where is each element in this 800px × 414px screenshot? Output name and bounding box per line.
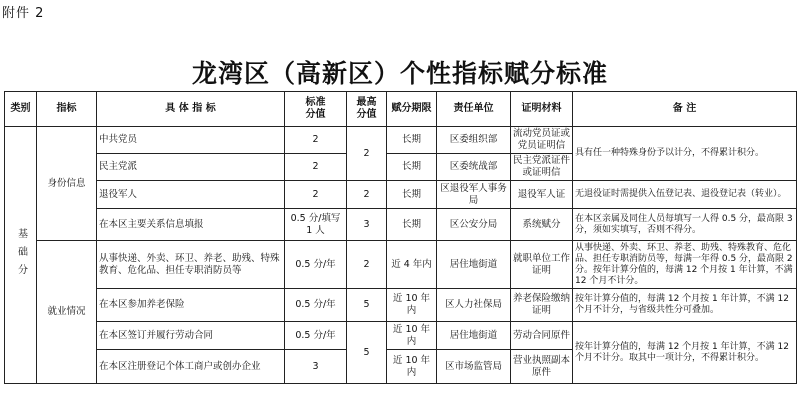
period-cell: 长期 [387, 127, 437, 154]
item-cell: 从事快递、外卖、环卫、养老、助残、特殊教育、危化品、担任专职消防员等 [97, 241, 285, 289]
table-row [5, 289, 797, 322]
col-unit: 责任单位 [437, 92, 511, 127]
item-cell: 在本区参加养老保险 [97, 289, 285, 322]
unit-cell: 区市场监管局 [437, 350, 511, 384]
col-note: 备 注 [573, 92, 797, 127]
proof-cell: 流动党员证或党员证明信 [511, 127, 573, 154]
period-cell: 近 10 年内 [387, 322, 437, 350]
std-cell: 2 [285, 154, 347, 181]
group-employment: 就业情况 [37, 241, 97, 384]
note-cell: 按年计算分值的，每满 12 个月按 1 年计算，不满 12 个月不计分，与省级共性分可叠加。 [573, 289, 797, 322]
proof-cell: 养老保险缴纳证明 [511, 289, 573, 322]
period-cell: 长期 [387, 209, 437, 241]
col-item: 具 体 指 标 [97, 92, 285, 127]
note-cell: 按年计算分值的，每满 12 个月按 1 年计算，不满 12 个月不计分。取其中一项计分，不得累计积分。 [573, 322, 797, 384]
period-cell: 近 10 年内 [387, 350, 437, 384]
proof-cell: 系统赋分 [511, 209, 573, 241]
note-cell: 从事快递、外卖、环卫、养老、助残、特殊教育、危化品、担任专职消防员等，每满一年得 0.5 分，最高限 2 分。按年计算分值的，每满 12 个月按 1 年计算，不满 12 个月不计分。 [573, 241, 797, 289]
unit-cell: 区人力社保局 [437, 289, 511, 322]
group-identity: 身份信息 [37, 127, 97, 241]
table-row [5, 241, 797, 289]
page-title: 龙湾区（高新区）个性指标赋分标准 [191, 59, 608, 88]
max-cell: 5 [347, 289, 387, 322]
proof-cell: 营业执照副本原件 [511, 350, 573, 384]
item-cell: 在本区主要关系信息填报 [97, 209, 285, 241]
max-cell: 3 [347, 209, 387, 241]
col-indicator: 指标 [37, 92, 97, 127]
note-cell: 在本区亲属及同住人员每填写一人得 0.5 分，最高限 3 分，须如实填写，否则不得分。 [573, 209, 797, 241]
std-cell: 2 [285, 181, 347, 209]
table-row [5, 209, 797, 241]
period-cell: 近 4 年内 [387, 241, 437, 289]
unit-cell: 区委统战部 [437, 154, 511, 181]
period-cell: 长期 [387, 181, 437, 209]
unit-cell: 区退役军人事务局 [437, 181, 511, 209]
item-cell: 在本区签订并履行劳动合同 [97, 322, 285, 350]
unit-cell: 区公安分局 [437, 209, 511, 241]
unit-cell: 居住地街道 [437, 241, 511, 289]
unit-cell: 居住地街道 [437, 322, 511, 350]
proof-cell: 就职单位工作证明 [511, 241, 573, 289]
std-cell: 2 [285, 127, 347, 154]
unit-cell: 区委组织部 [437, 127, 511, 154]
max-cell: 2 [347, 127, 387, 181]
scoring-table [4, 91, 797, 384]
col-max: 最高 分值 [347, 92, 387, 127]
col-category: 类别 [5, 92, 37, 127]
table-row [5, 322, 797, 350]
col-period: 赋分期限 [387, 92, 437, 127]
proof-cell: 退役军人证 [511, 181, 573, 209]
max-cell: 5 [347, 322, 387, 384]
proof-cell: 劳动合同原件 [511, 322, 573, 350]
item-cell: 中共党员 [97, 127, 285, 154]
std-cell: 0.5 分/年 [285, 241, 347, 289]
col-std: 标准 分值 [285, 92, 347, 127]
note-cell: 具有任一种特殊身份予以计分，不得累计积分。 [573, 127, 797, 181]
max-cell: 2 [347, 181, 387, 209]
item-cell: 退役军人 [97, 181, 285, 209]
category-cell [5, 127, 37, 384]
attachment-label: 附件 2 [2, 6, 45, 21]
max-cell: 2 [347, 241, 387, 289]
table-row [5, 181, 797, 209]
item-cell: 民主党派 [97, 154, 285, 181]
col-proof: 证明材料 [511, 92, 573, 127]
table-row [5, 127, 797, 154]
proof-cell: 民主党派证件或证明信 [511, 154, 573, 181]
std-cell: 0.5 分/填写 1 人 [285, 209, 347, 241]
period-cell: 近 10 年内 [387, 289, 437, 322]
std-cell: 3 [285, 350, 347, 384]
period-cell: 长期 [387, 154, 437, 181]
note-cell: 无退役证时需提供入伍登记表、退役登记表（转业）。 [573, 181, 797, 209]
category-label: 基础分 [15, 228, 27, 282]
header-row [5, 92, 797, 127]
std-cell: 0.5 分/年 [285, 322, 347, 350]
std-cell: 0.5 分/年 [285, 289, 347, 322]
item-cell: 在本区注册登记个体工商户或创办企业 [97, 350, 285, 384]
